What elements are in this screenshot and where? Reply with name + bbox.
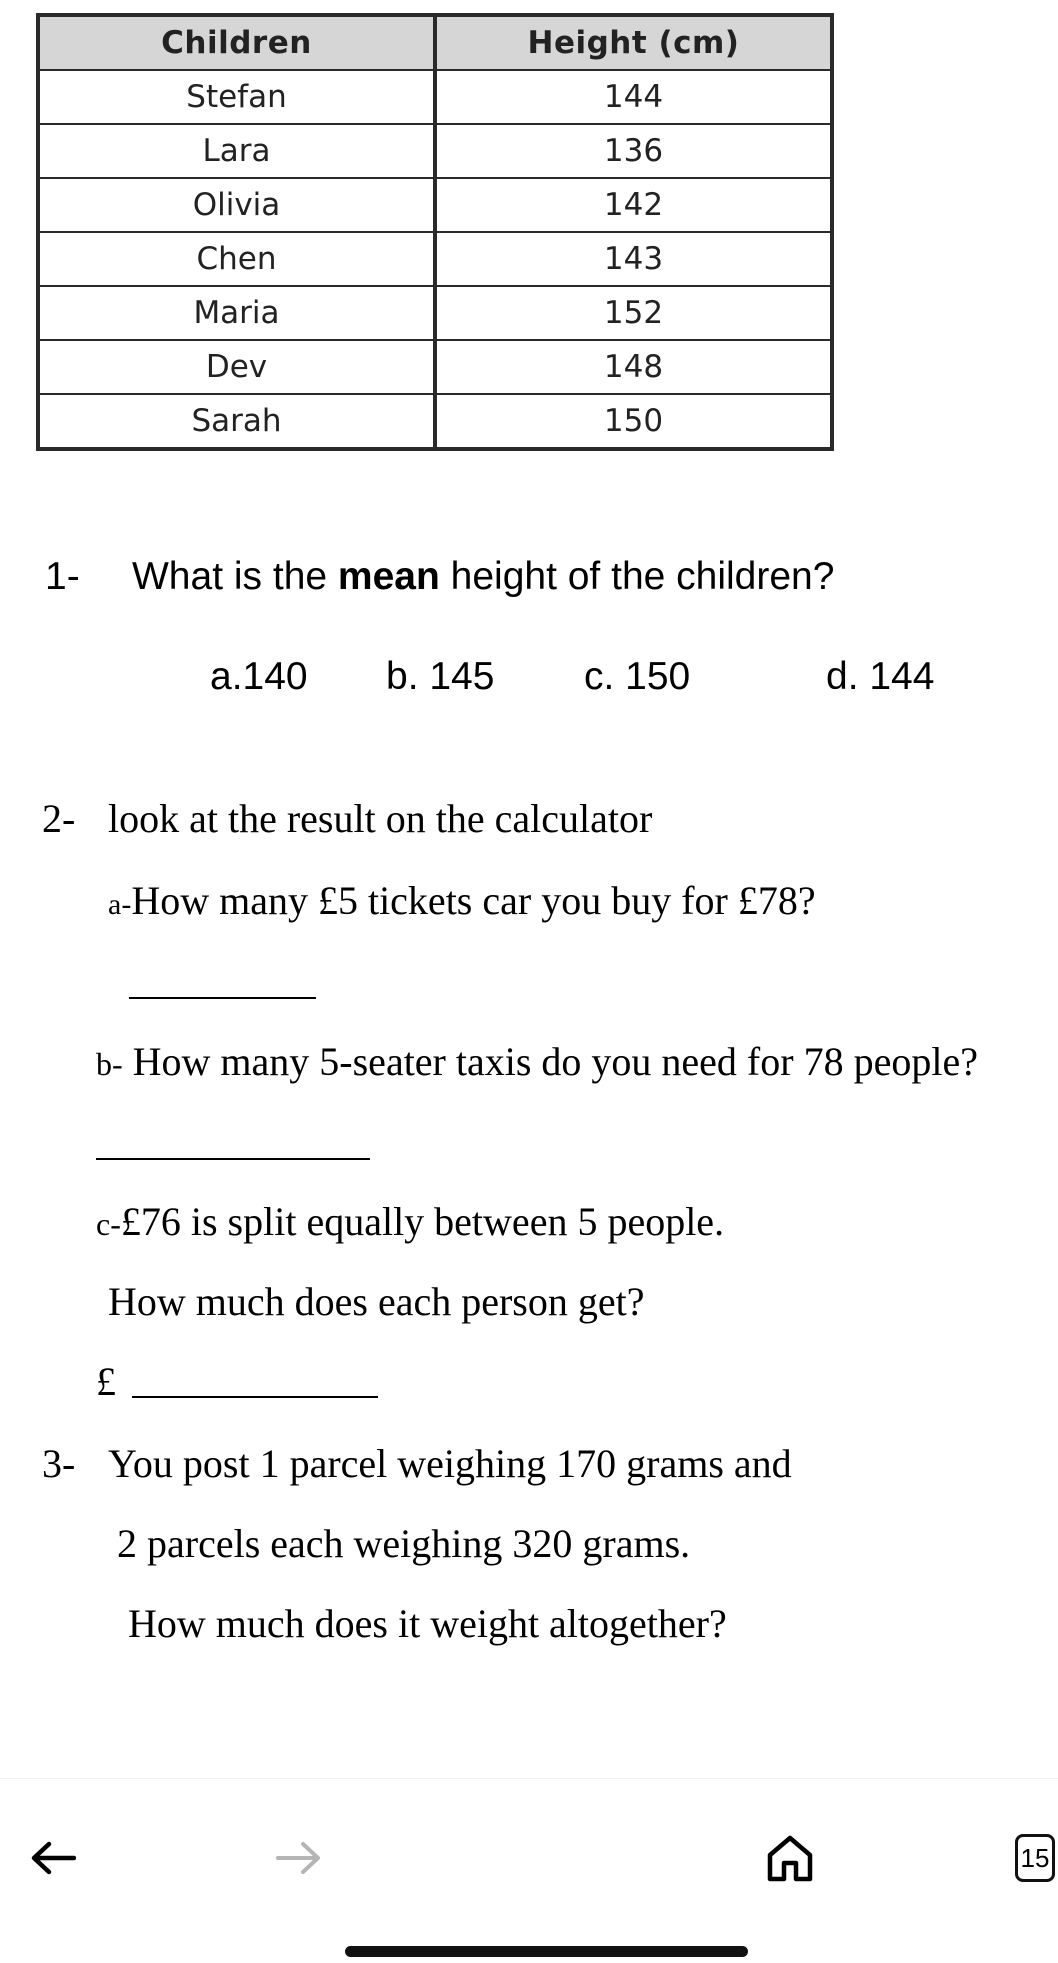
- question-1-keyword: mean: [337, 555, 440, 598]
- heights-table: [36, 13, 834, 451]
- question-2c-text-line2: How much does each person get?: [108, 1279, 645, 1324]
- pound-sign: £: [96, 1359, 116, 1404]
- answer-option-d: d. 144: [826, 655, 935, 698]
- table-row: [38, 178, 832, 232]
- child-name: Chen: [38, 232, 435, 286]
- question-1-text-start: What is the: [132, 555, 338, 598]
- child-height: 144: [435, 70, 832, 124]
- child-height: 148: [435, 340, 832, 394]
- table-row: [38, 394, 832, 449]
- question-3-line-2: 2 parcels each weighing 320 grams.: [117, 1521, 691, 1566]
- child-name: Dev: [38, 340, 435, 394]
- question-2b: [96, 1038, 978, 1085]
- question-2-text: look at the result on the calculator: [108, 796, 653, 841]
- table-row: [38, 70, 832, 124]
- table-row: [38, 124, 832, 178]
- arrow-right-icon: [276, 1840, 322, 1876]
- table-header-row: [38, 15, 832, 70]
- question-2b-prefix: b-: [96, 1046, 123, 1082]
- child-height: 136: [435, 124, 832, 178]
- question-1-text: [132, 555, 834, 599]
- child-name: Sarah: [38, 394, 435, 449]
- table-row: [38, 340, 832, 394]
- answer-line-2b: [96, 1158, 370, 1160]
- child-height: 143: [435, 232, 832, 286]
- question-3-number: 3-: [42, 1441, 76, 1486]
- child-name: Lara: [38, 124, 435, 178]
- home-icon: [766, 1833, 814, 1883]
- question-2a-prefix: a-: [108, 888, 132, 921]
- question-2a-text: How many £5 tickets car you buy for £78?: [131, 878, 816, 923]
- question-3-line-3: How much does it weight altogether?: [128, 1601, 727, 1646]
- answer-option-b: b. 145: [386, 655, 495, 698]
- heights-table-image: [36, 13, 834, 439]
- question-2a: [108, 877, 816, 924]
- home-indicator-bar[interactable]: [345, 1946, 748, 1957]
- child-height: 152: [435, 286, 832, 340]
- answer-option-c: c. 150: [584, 655, 691, 698]
- question-2c-text: £76 is split equally between 5 people.: [120, 1199, 725, 1244]
- table-row: [38, 286, 832, 340]
- question-2c-prefix: c-: [96, 1206, 121, 1242]
- column-header-children: Children: [38, 15, 435, 70]
- question-2c: [96, 1198, 724, 1245]
- child-name: Maria: [38, 286, 435, 340]
- question-1-number: 1-: [45, 555, 80, 598]
- question-2-number: 2-: [42, 796, 76, 841]
- arrow-left-icon: [30, 1840, 76, 1876]
- column-header-height: Height (cm): [435, 15, 832, 70]
- tab-count-badge: 15: [1015, 1834, 1055, 1882]
- child-name: Olivia: [38, 178, 435, 232]
- forward-button[interactable]: [264, 1823, 334, 1893]
- answer-line-2c: [132, 1396, 378, 1398]
- answer-option-a: a.140: [210, 655, 308, 698]
- child-height: 150: [435, 394, 832, 449]
- child-name: Stefan: [38, 70, 435, 124]
- question-1-text-end: height of the children?: [439, 555, 835, 598]
- tabs-button[interactable]: [1000, 1823, 1058, 1893]
- home-button[interactable]: [755, 1823, 825, 1893]
- browser-toolbar: [0, 1778, 1058, 1919]
- table-row: [38, 232, 832, 286]
- question-3-line-1: You post 1 parcel weighing 170 grams and: [108, 1441, 792, 1486]
- child-height: 142: [435, 178, 832, 232]
- back-button[interactable]: [18, 1823, 88, 1893]
- question-2b-text: How many 5-seater taxis do you need for 78 people?: [122, 1039, 978, 1084]
- answer-line-2a: [129, 997, 316, 999]
